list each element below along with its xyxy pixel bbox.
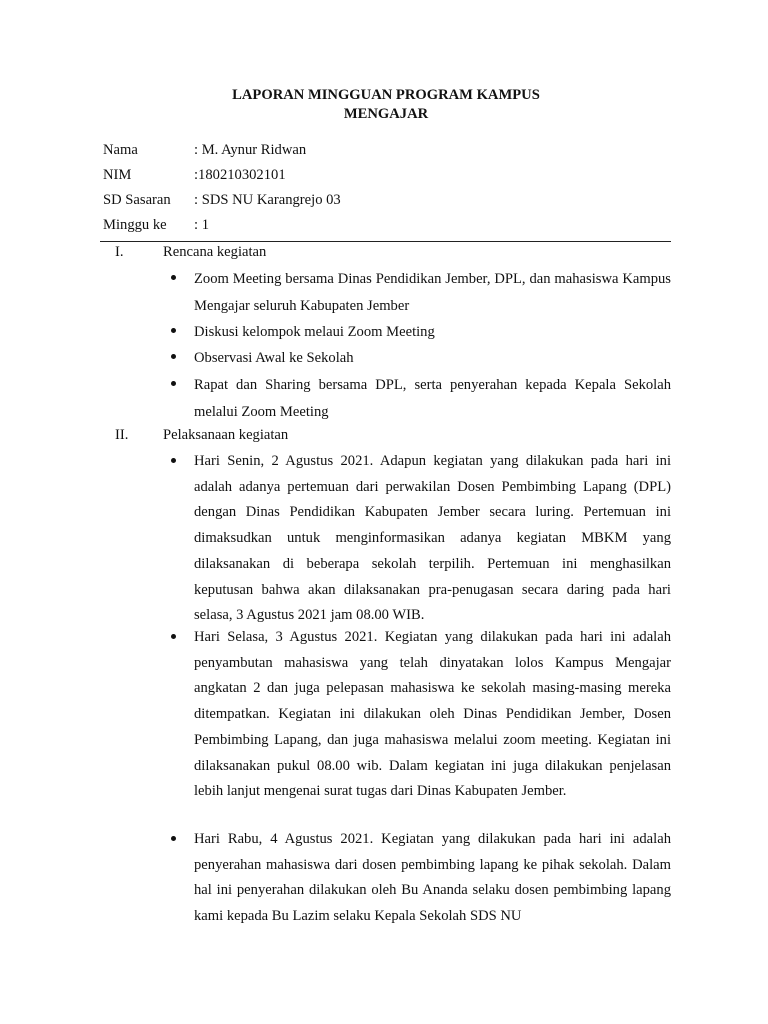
- section-title: Pelaksanaan kegiatan: [163, 427, 289, 443]
- list-item-text: Diskusi kelompok melaui Zoom Meeting: [194, 324, 435, 340]
- list-item-text: Hari Senin, 2 Agustus 2021. Adapun kegiatan yang dilakukan pada hari ini adalah adanya pertemuan dari perwakilan Dosen Pembimbing Lapang (DPL) dengan Dinas Pendidikan Kabupaten Jember secara luring. Pertemuan ini dimaksudkan untuk menginformasikan adanya kegiatan MBKM yang dilaksanakan di beberapa sekolah terpilih. Pertemuan ini menghasilkan keputusan bahwa akan dilaksanakan pra-penugasan secara daring pada hari selasa, 3 Agustus 2021 jam 08.00 WIB.: [194, 453, 671, 624]
- identity-label: SD Sasaran: [103, 192, 171, 208]
- identity-value: : SDS NU Karangrejo 03: [194, 192, 341, 208]
- bullet-icon: [171, 354, 176, 359]
- list-item-text: Hari Selasa, 3 Agustus 2021. Kegiatan yang dilakukan pada hari ini adalah penyambutan mahasiswa yang telah dinyatakan lolos Kampus Mengajar angkatan 2 dan juga pelepasan mahasiswa ke sekolah masing-masing mereka ditempatkan. Kegiatan ini dilakukan oleh Dinas Pendidikan Jember, Dosen Pembimbing Lapang, dan juga mahasiswa melalui zoom meeting. Kegiatan ini dilaksanakan pukul 08.00 wib. Dalam kegiatan ini juga dilakukan penjelasan lebih lanjut mengenai surat tugas dari Dinas Kabupaten Jember.: [194, 629, 671, 800]
- list-item-text: Observasi Awal ke Sekolah: [194, 350, 354, 366]
- identity-label: Nama: [103, 142, 138, 158]
- identity-value: : 1: [194, 217, 209, 233]
- report-title-line-2: MENGAJAR: [343, 106, 429, 122]
- bullet-icon: [171, 381, 176, 386]
- identity-label: NIM: [103, 167, 132, 183]
- section-number: I.: [115, 244, 124, 260]
- section-title: Rencana kegiatan: [163, 244, 267, 260]
- identity-value: : M. Aynur Ridwan: [194, 142, 307, 158]
- report-title-line-1: LAPORAN MINGGUAN PROGRAM KAMPUS: [232, 87, 540, 103]
- list-item-text: Hari Rabu, 4 Agustus 2021. Kegiatan yang dilakukan pada hari ini adalah penyerahan mahasiswa dari dosen pembimbing lapang ke pihak sekolah. Dalam hal ini penyerahan dilakukan oleh Bu Ananda selaku dosen pembimbing lapang kami kepada Bu Lazim selaku Kepala Sekolah SDS NU: [194, 831, 671, 925]
- bullet-icon: [171, 836, 176, 841]
- section-pelaksanaan-kegiatan: [0, 425, 768, 445]
- identity-label: Minggu ke: [103, 217, 167, 233]
- bullet-icon: [171, 458, 176, 463]
- report-title: [0, 86, 768, 124]
- list-item-text: Zoom Meeting bersama Dinas Pendidikan Jember, DPL, dan mahasiswa Kampus Mengajar seluruh Kabupaten Jember: [194, 271, 671, 314]
- bullet-icon: [171, 275, 176, 280]
- section-rencana-kegiatan: [0, 242, 768, 262]
- list-item-text: Rapat dan Sharing bersama DPL, serta penyerahan kepada Kepala Sekolah melalui Zoom Meeting: [194, 377, 671, 420]
- bullet-icon: [171, 328, 176, 333]
- bullet-icon: [171, 634, 176, 639]
- section-number: II.: [115, 427, 129, 443]
- identity-value: :180210302101: [194, 167, 286, 183]
